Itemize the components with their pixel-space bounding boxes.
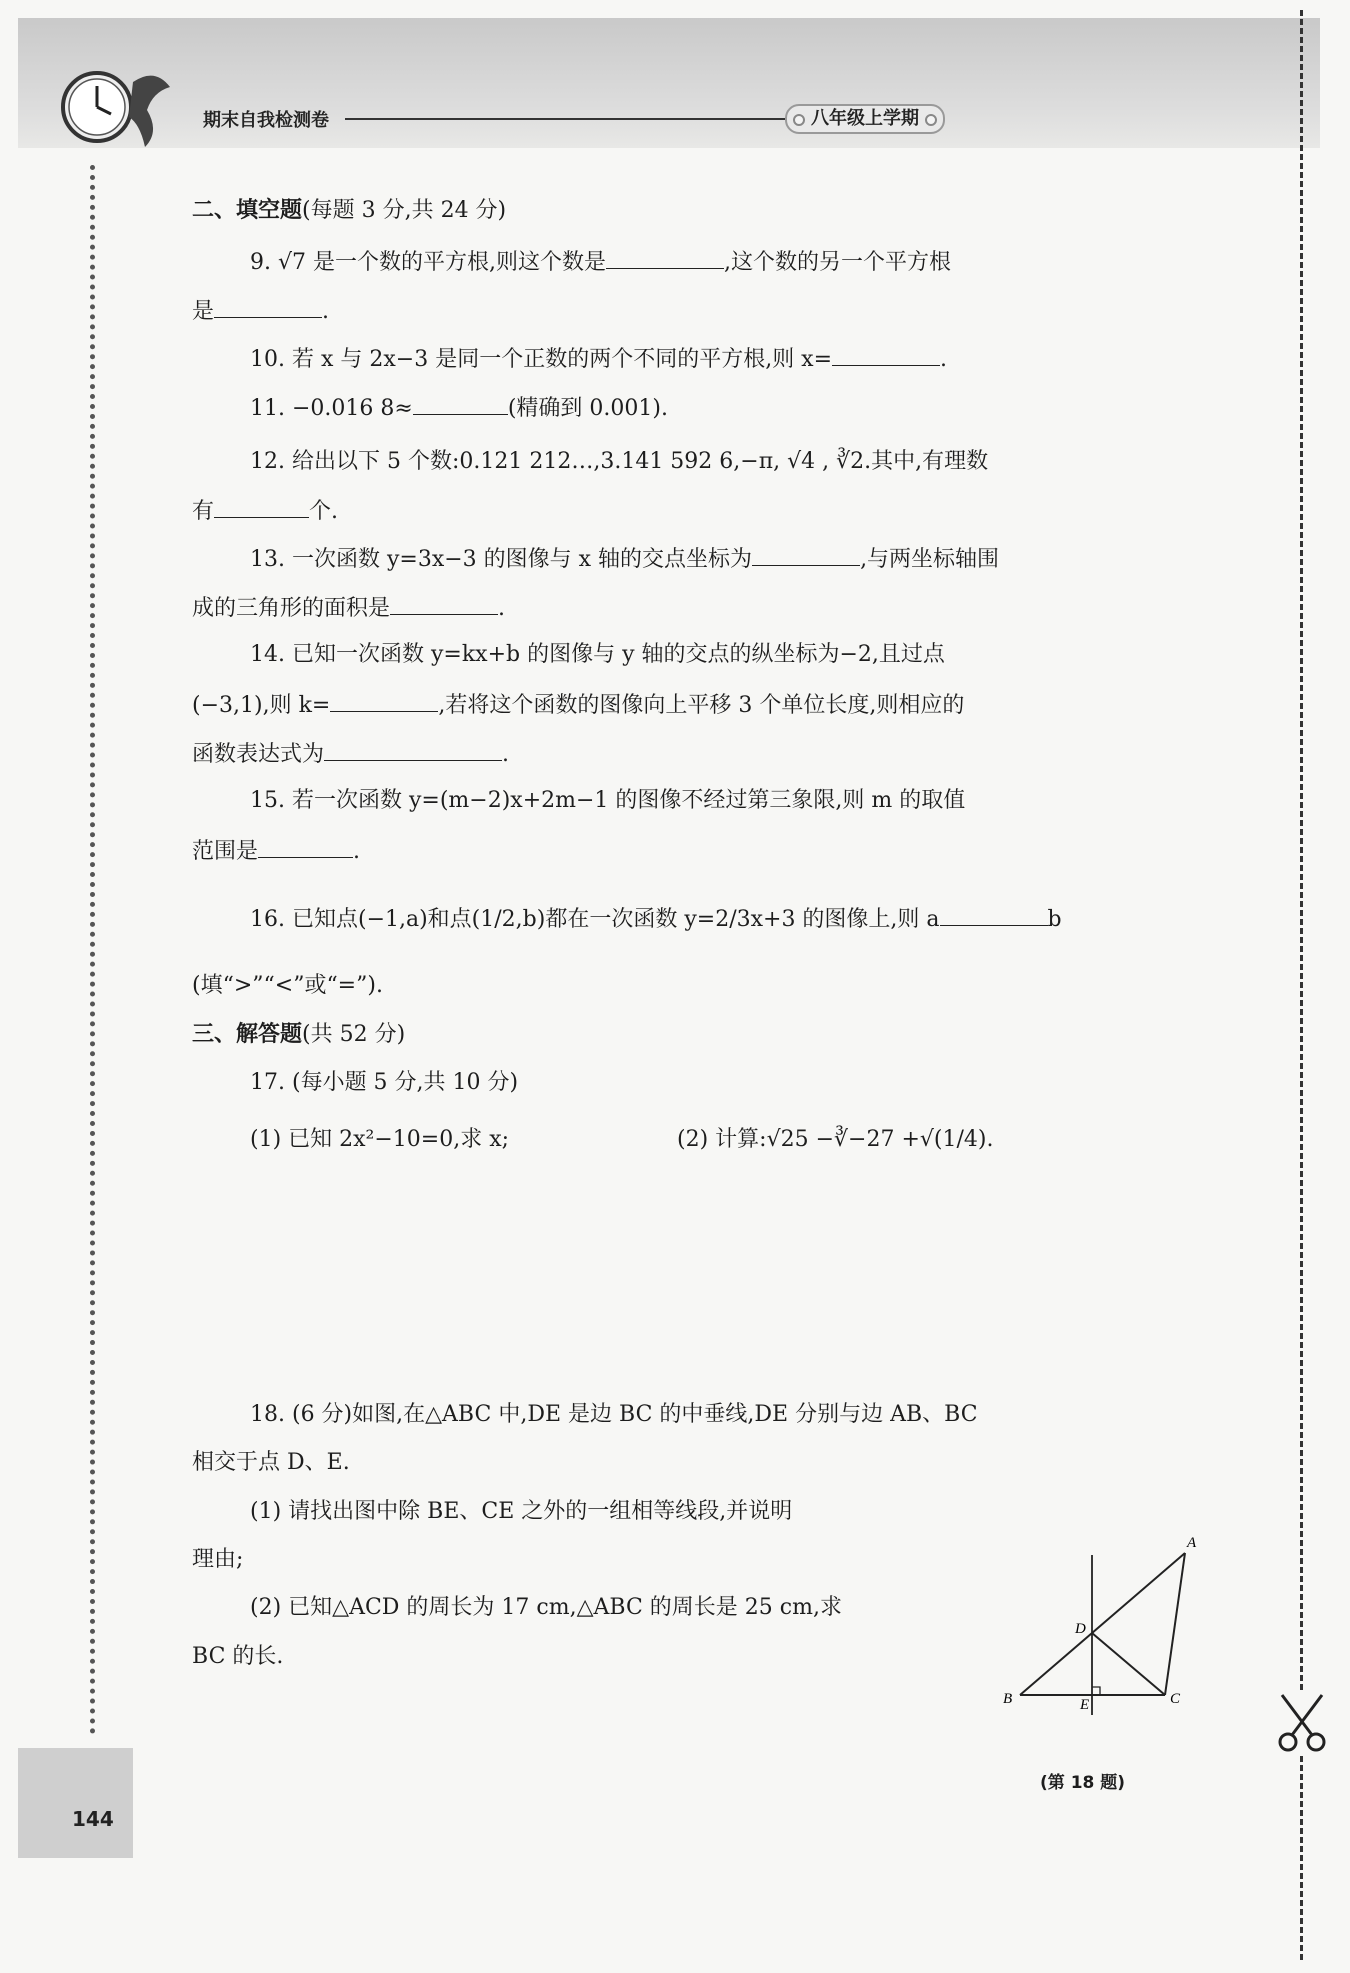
cut-line (1300, 10, 1303, 1960)
q18-line1: 18. (6 分)如图,在△ABC 中,DE 是边 BC 的中垂线,DE 分别与边 AB、BC (250, 1402, 978, 1427)
label-d: D (1075, 1621, 1086, 1637)
label-c: C (1170, 1691, 1181, 1707)
q15-line2: 范围是 . (192, 835, 360, 867)
q17-part2: (2) 计算:√25 −∛−27 +√(1/4). (677, 1127, 994, 1152)
right-angle-mark (1092, 1687, 1100, 1695)
q17-part1: (1) 已知 2x²−10=0,求 x; (250, 1127, 510, 1152)
q11: 11. −0.016 8≈ (精确到 0.001). (250, 392, 668, 424)
q16-line1: 16. 已知点(−1,a)和点(1/2,b)都在一次函数 y=2/3x+3 的图像上,则 a b (250, 903, 1062, 935)
q12-line2: 有 个. (192, 495, 338, 527)
label-b: B (1003, 1691, 1013, 1707)
q16-line2: (填“>”“<”或“=”). (192, 973, 383, 998)
q14-line1: 14. 已知一次函数 y=kx+b 的图像与 y 轴的交点的纵坐标为−2,且过点 (250, 642, 945, 667)
section-2-heading: 二、填空题(每题 3 分,共 24 分) (192, 198, 507, 223)
q18-part2: (2) 已知△ACD 的周长为 17 cm,△ABC 的周长是 25 cm,求 (250, 1595, 842, 1620)
q13-line2: 成的三角形的面积是 . (192, 592, 505, 624)
segment-ac (1165, 1553, 1185, 1695)
q14-line3: 函数表达式为 . (192, 738, 509, 770)
q9-line2: 是 . (192, 295, 329, 327)
label-e: E (1080, 1697, 1090, 1713)
q18-part1-cont: 理由; (192, 1547, 244, 1572)
figure-caption: (第 18 题) (1040, 1773, 1126, 1793)
binding-dots (90, 165, 95, 1735)
triangle-figure (995, 1525, 1205, 1715)
q10: 10. 若 x 与 2x−3 是同一个正数的两个不同的平方根,则 x= . (250, 343, 947, 375)
segment-dc (1092, 1633, 1165, 1695)
q9-line1: 9. √7 是一个数的平方根,则这个数是 ,这个数的另一个平方根 (250, 246, 951, 278)
q18-part1: (1) 请找出图中除 BE、CE 之外的一组相等线段,并说明 (250, 1499, 793, 1524)
q14-line2: (−3,1),则 k= ,若将这个函数的图像向上平移 3 个单位长度,则相应的 (192, 689, 964, 721)
label-a: A (1187, 1535, 1197, 1551)
clock-runner-logo (55, 62, 175, 152)
q13-line1: 13. 一次函数 y=3x−3 的图像与 x 轴的交点坐标为 ,与两坐标轴围 (250, 543, 999, 575)
page-tab (18, 1748, 133, 1858)
q17-title: 17. (每小题 5 分,共 10 分) (250, 1070, 519, 1095)
q15-line1: 15. 若一次函数 y=(m−2)x+2m−1 的图像不经过第三象限,则 m 的取值 (250, 788, 966, 813)
section-3-heading: 三、解答题(共 52 分) (192, 1022, 406, 1047)
scissors-icon (1272, 1690, 1332, 1756)
page-number: 144 (72, 1807, 114, 1831)
header-title: 期末自我检测卷 (203, 110, 329, 131)
q12-line1: 12. 给出以下 5 个数:0.121 212…,3.141 592 6,−π, √4 , ∛2.其中,有理数 (250, 449, 989, 474)
q18-part2-cont: BC 的长. (192, 1644, 284, 1669)
q18-line2: 相交于点 D、E. (192, 1450, 350, 1475)
grade-badge: 八年级上学期 (785, 104, 945, 134)
header-rule (345, 118, 785, 120)
segment-ba (1020, 1553, 1185, 1695)
